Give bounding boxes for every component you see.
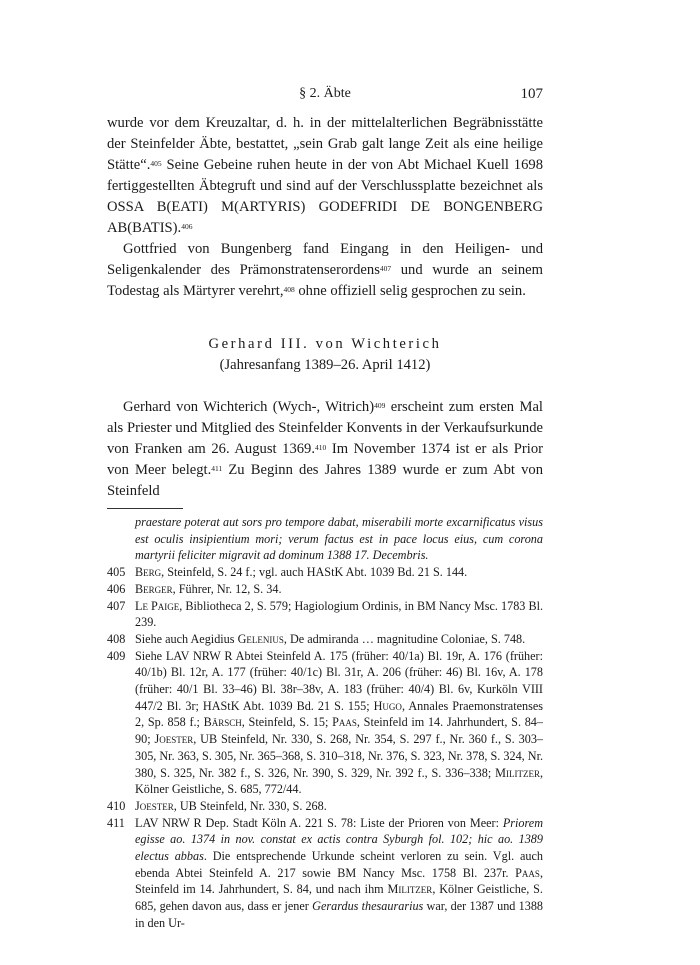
page-number: 107 <box>520 86 543 102</box>
footnote-407: 407 Le Paige, Bibliotheca 2, S. 579; Hagiologium Ordinis, in BM Nancy Msc. 1783 Bl. 239. <box>107 598 544 630</box>
footnote-ref: 406 <box>181 222 193 231</box>
footnote-408: 408 Siehe auch Aegidius Gelenius, De admiranda … magnitudine Coloniae, S. 748. <box>107 631 526 646</box>
footnote-411: 411 LAV NRW R Dep. Stadt Köln A. 221 S. 78: Liste der Prioren von Meer: Priorem egisse ao. 1374 in nov. constat ex actis contra Syburgh fol. 102; hic ao. 1389 electus abbas. Die entsprechende Urkunde scheint verloren zu sein. Vgl. auch ebenda Abtei Steinfeld A. 217 sowie BM Nancy Msc. 1758 Bl. 237r. Paas, Steinfeld im 14. Jahrhundert, S. 84, und nach ihm Militzer, Kölner Geistliche, S. 685, gehen davon aus, dass er jener Gerardus thesaurarius war, der 1387 und 1388 in den Ur- <box>107 815 544 930</box>
running-title: § 2. Äbte <box>299 86 351 101</box>
footnote-ref: 410 <box>315 443 327 452</box>
footnote-rule <box>107 508 183 509</box>
paragraph-gerhard: Gerhard von Wichterich (Wych-, Witrich)$^{409}$ erscheint zum ersten Mal als Priester und Mitglied des Steinfelder Konvents in der Verkaufsurkunde von Franken am 26. August 1369.$^{410}$ Im November 1374 ist er als Prior von Meer belegt.$^{411}$ Zu Beginn des Jahres 1389 wurde er zum Abt von Steinfeld <box>107 399 543 499</box>
footnote-410: 410 Joester, UB Steinfeld, Nr. 330, S. 268. <box>107 798 327 813</box>
main-text <box>107 113 543 932</box>
footnote-409: 409 Siehe LAV NRW R Abtei Steinfeld A. 175 (früher: 40/1a) Bl. 19r, A. 176 (früher: 40/1b) Bl. 12r, A. 177 (früher: 40/1c) Bl. 31r, A. 206 (früher: 46) Bl. 16v, A. 178 (früher: 40/1 Bl. 33–46) Bl. 38r–38v, A. 183 (früher: 40/4) Bl. 6v, Kurköln VIII 447/2 Bl. 3r; HAStK Abt. 1039 Bd. 21 S. 155; Hugo, Annales Praemonstratenses 2, Sp. 858 f.; Bärsch, Steinfeld, S. 15; Paas, Steinfeld im 14. Jahrhundert, S. 84–90; Joester, UB Steinfeld, Nr. 330, S. 268, Nr. 354, S. 297 f., Nr. 360 f., S. 303–305, Nr. 363, S. 305, Nr. 365–368, S. 310–318, Nr. 376, S. 323, Nr. 378, S. 324, Nr. 380, S. 325, Nr. 382 f., S. 326, Nr. 390, S. 329, Nr. 392 f., S. 336–338; Militzer, Kölner Geistliche, S. 685, 772/44. <box>107 648 544 797</box>
section-subtitle: (Jahresanfang 1389–26. April 1412) <box>219 357 431 373</box>
section-heading <box>107 334 543 376</box>
page-header <box>107 86 543 106</box>
footnote-continuation: praestare poterat aut sors pro tempore dabat, miserabili morte excarnificatus visus est oculis insipientium mori; verum factus est in pace locus eius, cum corona martyrii feliciter migravit ad dominum 1388 17. Decembris. <box>135 515 543 563</box>
footnote-405: 405 Berg, Steinfeld, S. 24 f.; vgl. auch HAStK Abt. 1039 Bd. 21 S. 144. <box>107 565 468 580</box>
footnote-ref: 405 <box>150 159 162 168</box>
footnote-ref: 411 <box>211 464 223 473</box>
footnote-ref: 409 <box>374 401 386 410</box>
section-title: Gerhard III. von Wichterich <box>208 336 442 352</box>
footnote-ref: 408 <box>283 285 295 294</box>
footnote-ref: 407 <box>379 264 392 273</box>
paragraph-burial: wurde vor dem Kreuzaltar, d. h. in der mittelalterlichen Begräbnisstätte der Steinfelder Äbte, bestattet, „sein Grab galt lange Zeit als eine heilige Stätte“.$^{405}$ Seine Gebeine ruhen heute in der von Abt Michael Kuell 1698 fertiggestellten Äbtegruft und sind auf der Verschlussplatte bezeichnet als OSSA B(EATI) M(ARTYRIS) GODEFRIDI DE BONGENBERG AB(BATIS).$^{406}$ <box>107 115 543 236</box>
footnote-406: 406 Berger, Führer, Nr. 12, S. 34. <box>107 581 282 596</box>
footnotes <box>107 514 543 932</box>
paragraph-veneration: Gottfried von Bungenberg fand Eingang in den Heiligen- und Seligenkalender des Prämonstratenserordens$^{407}$ und wurde an seinem Todestag als Märtyrer verehrt,$^{408}$ ohne offiziell selig gesprochen zu sein. <box>107 241 543 299</box>
